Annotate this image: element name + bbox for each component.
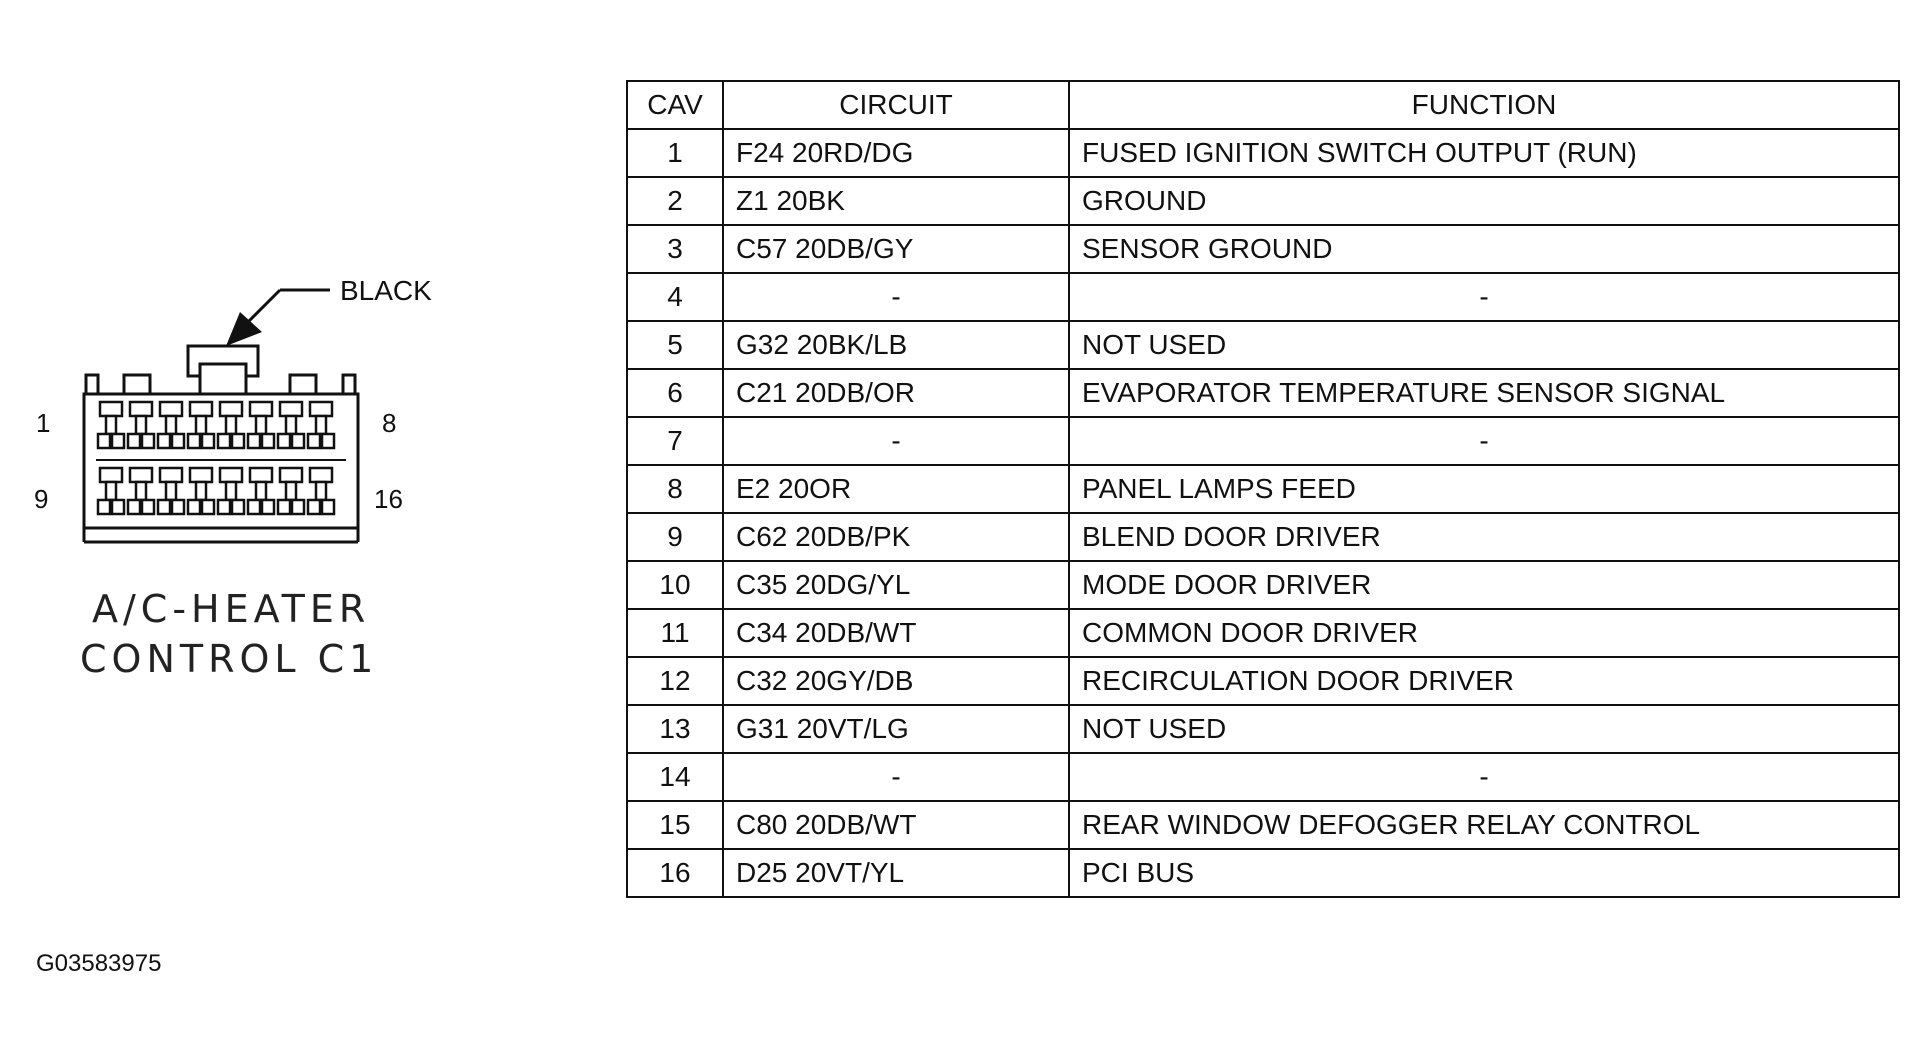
cell-function: GROUND <box>1069 177 1899 225</box>
cell-cav: 6 <box>627 369 723 417</box>
cell-cav: 7 <box>627 417 723 465</box>
pin-label-9: 9 <box>34 484 49 514</box>
cell-circuit: C21 20DB/OR <box>723 369 1069 417</box>
table-row <box>627 177 1899 225</box>
cell-function: PCI BUS <box>1069 849 1899 897</box>
callout-arrow <box>240 290 330 330</box>
table-row <box>627 417 1899 465</box>
pin-label-16: 16 <box>374 484 403 514</box>
cell-circuit: - <box>723 417 1069 465</box>
cell-cav: 13 <box>627 705 723 753</box>
table-row <box>627 129 1899 177</box>
table-row <box>627 465 1899 513</box>
table-row <box>627 657 1899 705</box>
header-circuit: CIRCUIT <box>723 81 1069 129</box>
cell-circuit: G32 20BK/LB <box>723 321 1069 369</box>
table-row <box>627 801 1899 849</box>
connector-diagram <box>0 0 600 760</box>
image-id: G03583975 <box>36 950 162 977</box>
table-row <box>627 273 1899 321</box>
connector-title-line2: CONTROL C1 <box>80 637 379 681</box>
cell-cav: 4 <box>627 273 723 321</box>
cell-function: - <box>1069 417 1899 465</box>
cell-circuit: C32 20GY/DB <box>723 657 1069 705</box>
table-row <box>627 705 1899 753</box>
cell-cav: 14 <box>627 753 723 801</box>
color-callout-label: BLACK <box>340 275 432 306</box>
cell-function: SENSOR GROUND <box>1069 225 1899 273</box>
cell-function: FUSED IGNITION SWITCH OUTPUT (RUN) <box>1069 129 1899 177</box>
pin-label-8: 8 <box>382 408 397 438</box>
cell-function: - <box>1069 753 1899 801</box>
cell-cav: 5 <box>627 321 723 369</box>
cell-function: EVAPORATOR TEMPERATURE SENSOR SIGNAL <box>1069 369 1899 417</box>
table-row <box>627 369 1899 417</box>
cell-circuit: C62 20DB/PK <box>723 513 1069 561</box>
cell-circuit: C34 20DB/WT <box>723 609 1069 657</box>
table-row <box>627 561 1899 609</box>
cell-function: NOT USED <box>1069 321 1899 369</box>
cell-cav: 16 <box>627 849 723 897</box>
cell-cav: 3 <box>627 225 723 273</box>
cell-function: NOT USED <box>1069 705 1899 753</box>
cell-circuit: - <box>723 273 1069 321</box>
cell-circuit: D25 20VT/YL <box>723 849 1069 897</box>
cell-circuit: Z1 20BK <box>723 177 1069 225</box>
table-row <box>627 849 1899 897</box>
table-row <box>627 225 1899 273</box>
header-cav: CAV <box>627 81 723 129</box>
cell-function: REAR WINDOW DEFOGGER RELAY CONTROL <box>1069 801 1899 849</box>
cell-circuit: - <box>723 753 1069 801</box>
cell-function: - <box>1069 273 1899 321</box>
cell-function: COMMON DOOR DRIVER <box>1069 609 1899 657</box>
pinout-table <box>626 80 1900 898</box>
table-row <box>627 321 1899 369</box>
cell-function: PANEL LAMPS FEED <box>1069 465 1899 513</box>
cell-circuit: E2 20OR <box>723 465 1069 513</box>
cell-function: MODE DOOR DRIVER <box>1069 561 1899 609</box>
cell-circuit: C35 20DG/YL <box>723 561 1069 609</box>
table-row <box>627 753 1899 801</box>
cell-cav: 11 <box>627 609 723 657</box>
header-function: FUNCTION <box>1069 81 1899 129</box>
table-row <box>627 609 1899 657</box>
cell-cav: 2 <box>627 177 723 225</box>
cell-cav: 8 <box>627 465 723 513</box>
connector-title-line1: A/C-HEATER <box>92 587 371 631</box>
table-row <box>627 513 1899 561</box>
cell-circuit: C80 20DB/WT <box>723 801 1069 849</box>
pin-label-1: 1 <box>36 408 51 438</box>
cell-cav: 15 <box>627 801 723 849</box>
cell-cav: 9 <box>627 513 723 561</box>
cell-circuit: G31 20VT/LG <box>723 705 1069 753</box>
cell-cav: 12 <box>627 657 723 705</box>
cell-cav: 1 <box>627 129 723 177</box>
cell-function: RECIRCULATION DOOR DRIVER <box>1069 657 1899 705</box>
table-header-row <box>627 81 1899 129</box>
cell-circuit: C57 20DB/GY <box>723 225 1069 273</box>
cell-function: BLEND DOOR DRIVER <box>1069 513 1899 561</box>
arrow-head-icon <box>226 312 262 346</box>
cell-circuit: F24 20RD/DG <box>723 129 1069 177</box>
cell-cav: 10 <box>627 561 723 609</box>
